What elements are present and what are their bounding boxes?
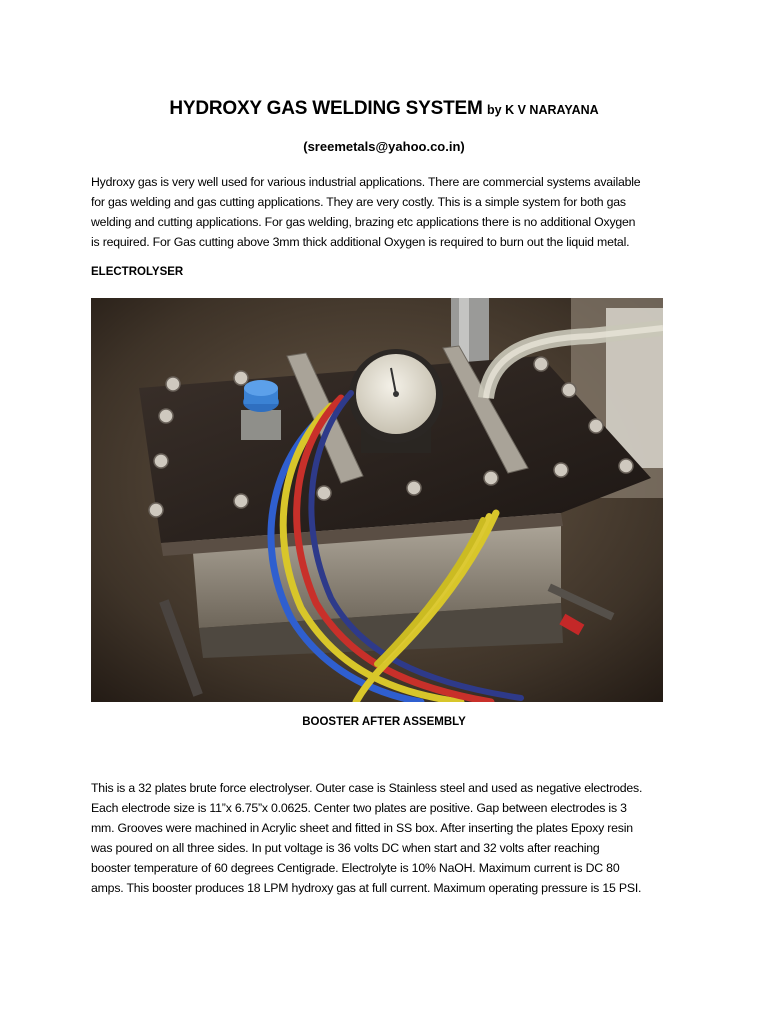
author-email: (sreemetals@yahoo.co.in) bbox=[303, 139, 465, 154]
electrolyser-photo bbox=[91, 298, 663, 702]
intro-line: welding and cutting applications. For gas welding, brazing etc applications there is no additional Oxygen bbox=[91, 215, 636, 229]
intro-line: is required. For Gas cutting above 3mm thick additional Oxygen is required to burn out the liquid metal. bbox=[91, 235, 630, 249]
description-line: was poured on all three sides. In put voltage is 36 volts DC when start and 32 volts after reaching bbox=[91, 841, 600, 855]
description-line: This is a 32 plates brute force electrolyser. Outer case is Stainless steel and used as negative electrodes. bbox=[91, 781, 643, 795]
photo-caption: BOOSTER AFTER ASSEMBLY bbox=[302, 716, 466, 728]
document-title-line bbox=[0, 98, 768, 120]
description-paragraph bbox=[91, 778, 677, 898]
description-line: booster temperature of 60 degrees Centigrade. Electrolyte is 10% NaOH. Maximum current is DC 80 bbox=[91, 861, 620, 875]
section-heading: ELECTROLYSER bbox=[91, 266, 184, 278]
document-title: HYDROXY GAS WELDING SYSTEM bbox=[169, 98, 483, 119]
intro-line: Hydroxy gas is very well used for various industrial applications. There are commercial systems available bbox=[91, 175, 641, 189]
description-line: mm. Grooves were machined in Acrylic sheet and fitted in SS box. After inserting the plates Epoxy resin bbox=[91, 821, 633, 835]
intro-paragraph bbox=[91, 172, 677, 252]
intro-line: for gas welding and gas cutting applications. They are very costly. This is a simple system for both gas bbox=[91, 195, 626, 209]
description-line: Each electrode size is 11”x 6.75”x 0.0625. Center two plates are positive. Gap between electrodes is 3 bbox=[91, 801, 627, 815]
document-byline: by K V NARAYANA bbox=[487, 103, 599, 117]
description-line: amps. This booster produces 18 LPM hydroxy gas at full current. Maximum operating pressure is 15 PSI. bbox=[91, 881, 642, 895]
